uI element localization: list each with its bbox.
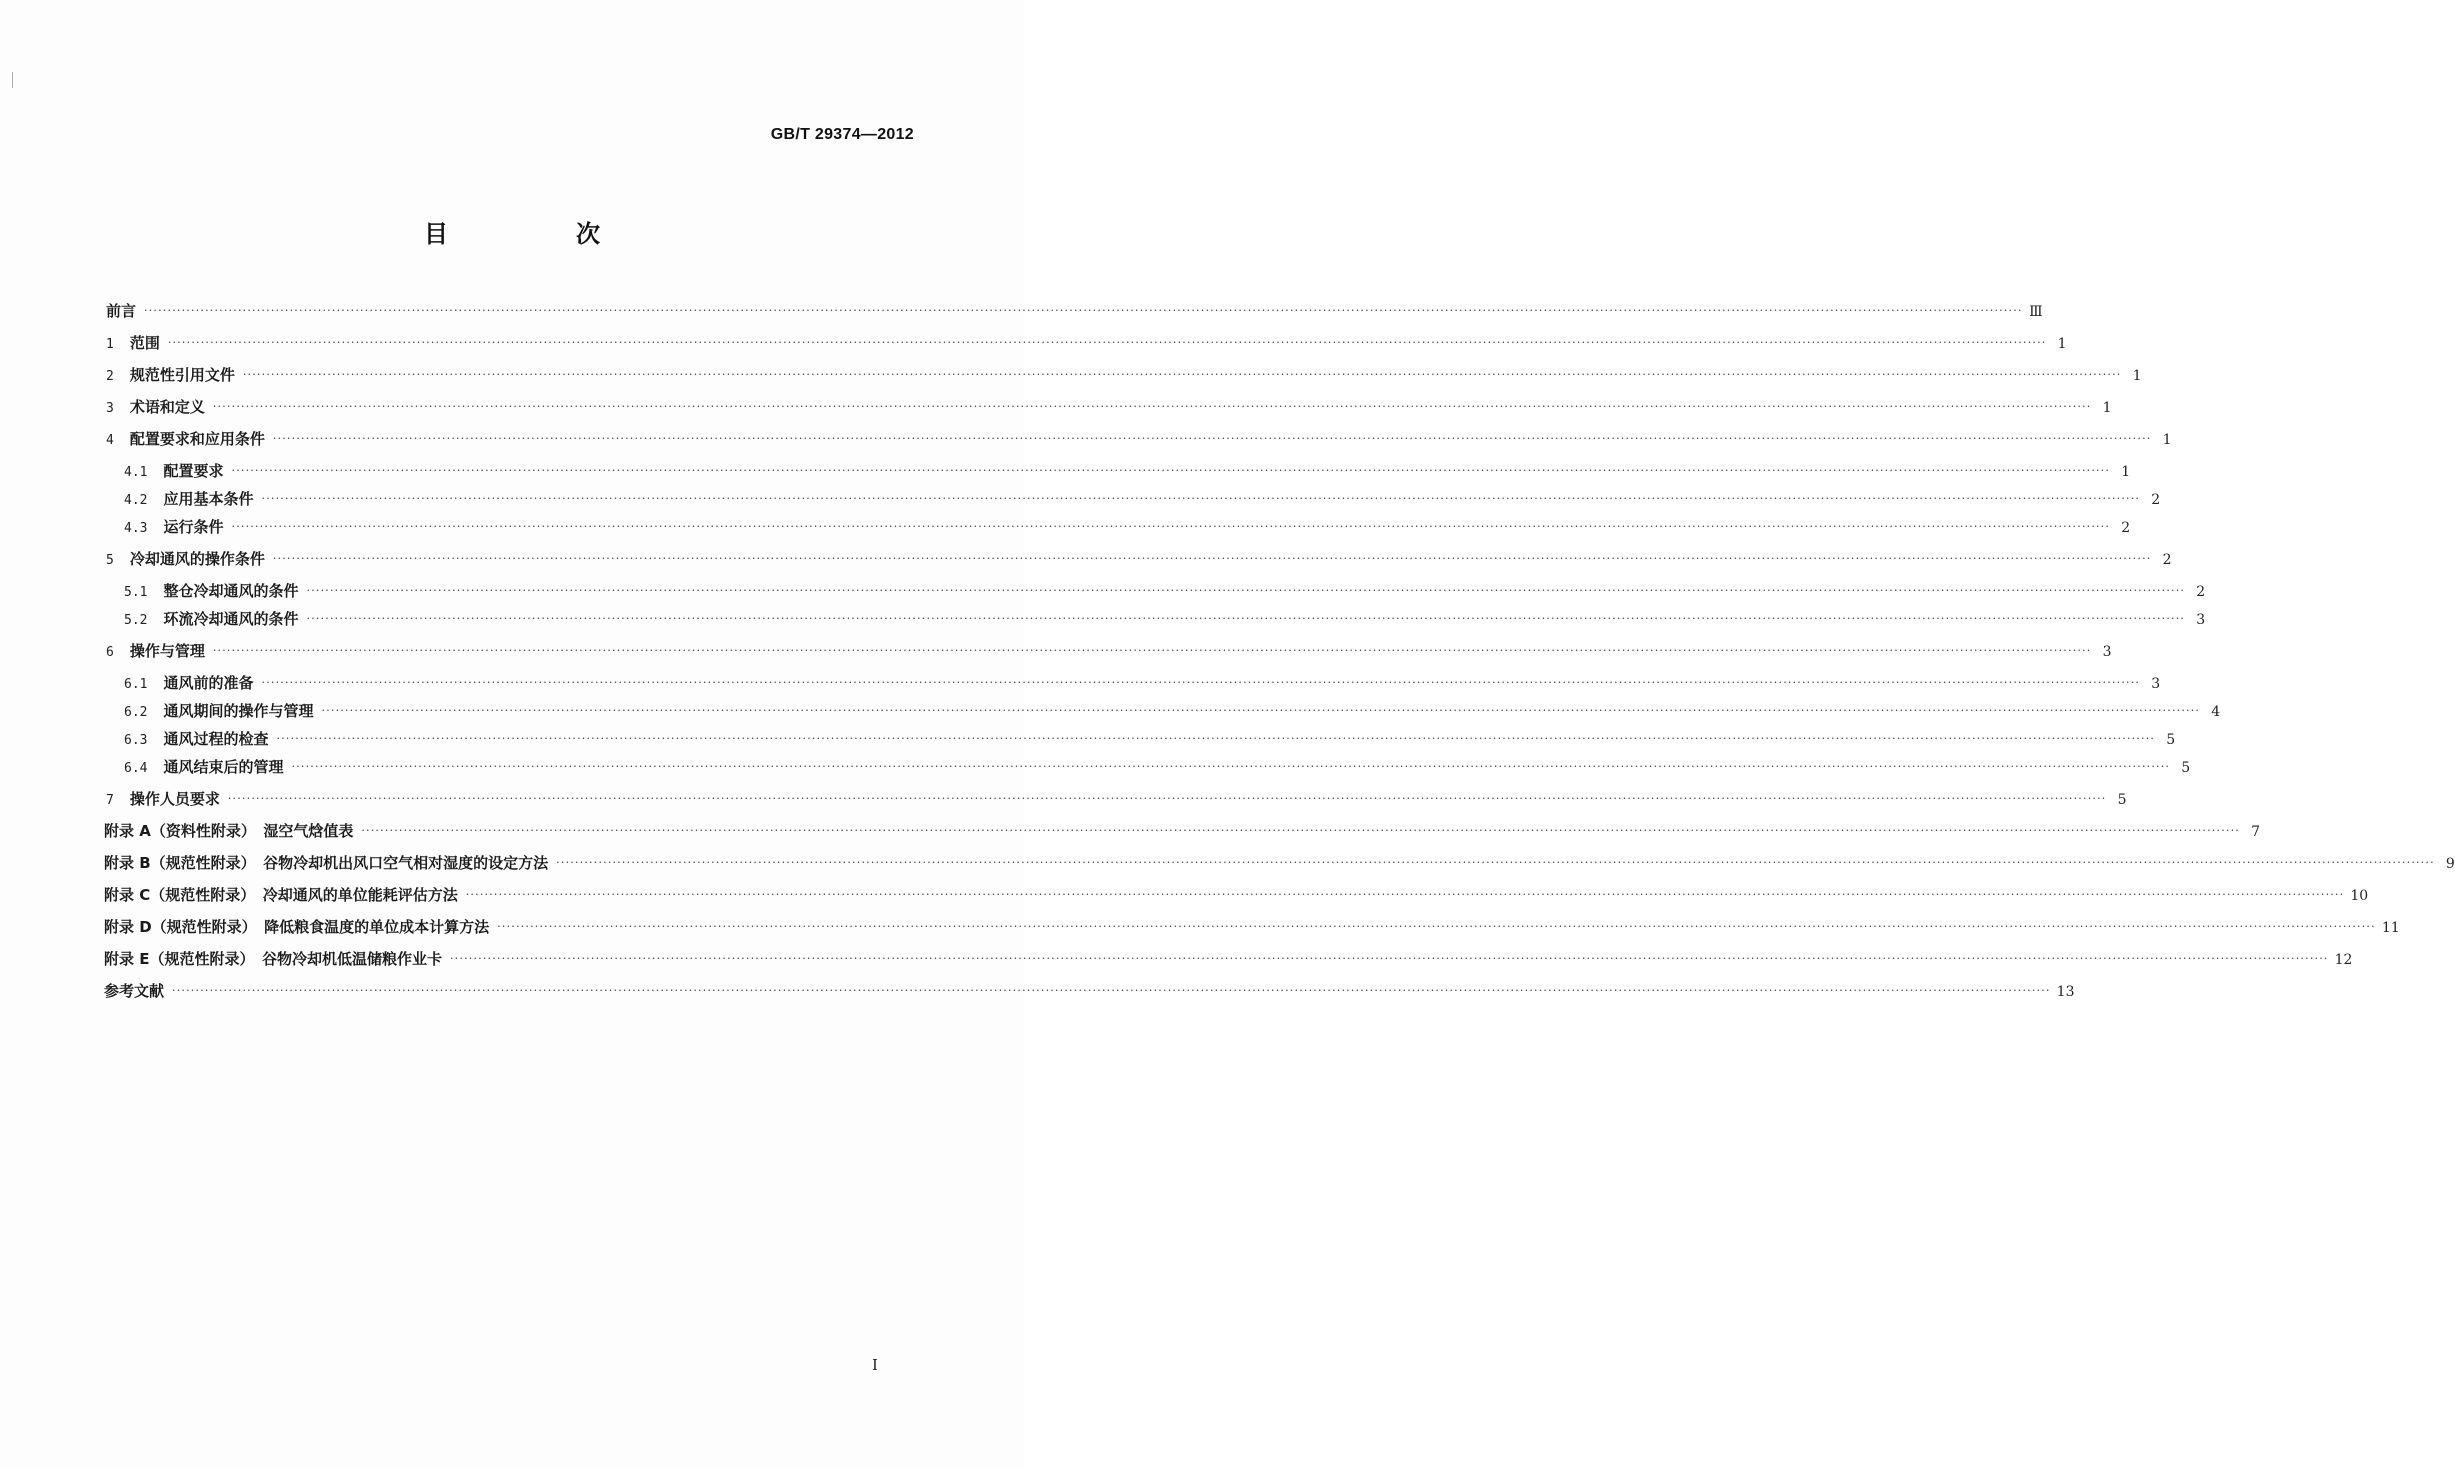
toc-entry-number: 5 [106, 553, 114, 568]
toc-entry-label: 附录 E（规范性附录） 谷物冷却机低温储粮作业卡 [104, 950, 442, 968]
standard-number: GB/T 29374—2012 [770, 126, 914, 143]
toc-entry-label: 术语和定义 [129, 398, 205, 416]
toc-entry-page: 4 [2211, 704, 2221, 720]
toc-entry [106, 298, 2043, 324]
toc-entry-label: 配置要求和应用条件 [129, 430, 265, 448]
toc-entry [104, 818, 2260, 844]
toc-leader-dots: ················································································································································································································································································································································································································ [144, 304, 2023, 317]
toc-entry-page: 5 [2181, 760, 2191, 776]
toc-entry-number: 5.2 [124, 613, 148, 628]
toc-entry-label: 操作与管理 [129, 642, 205, 660]
toc-leader-dots: ················································································································································································································································································································································································································ [212, 400, 2092, 413]
toc-leader-dots: ················································································································································································································································································································································································································ [465, 888, 2345, 901]
toc-entry [124, 514, 2131, 540]
toc-leader-dots: ················································································································································································································································································································································································································ [172, 984, 2051, 997]
toc-entry [104, 914, 2400, 940]
toc-leader-dots: ················································································································································································································································································································································································································ [321, 704, 2201, 717]
toc-entry [106, 786, 2127, 812]
toc-entry-label: 操作人员要求 [129, 790, 220, 808]
toc-entry-page: 5 [2117, 792, 2127, 808]
toc-entry [124, 606, 2206, 632]
toc-entry-number: 6.3 [124, 733, 148, 748]
toc-entry-page: 2 [2151, 492, 2161, 508]
toc-leader-dots: ················································································································································································································································································································································································································ [227, 792, 2107, 805]
footer-page-number: I [872, 1356, 878, 1374]
toc-entry-number: 1 [106, 337, 114, 352]
toc-leader-dots: ················································································································································································································································································································································································································ [497, 920, 2376, 933]
toc-leader-dots: ················································································································································································································································································································································································································ [449, 952, 2329, 965]
toc-entry [124, 698, 2221, 724]
toc-entry [104, 978, 2075, 1004]
toc-entry-label: 通风前的准备 [163, 674, 254, 692]
toc-entry-label: 配置要求 [163, 462, 224, 480]
toc-entry-label: 附录 B（规范性附录） 谷物冷却机出风口空气相对湿度的设定方法 [104, 854, 549, 872]
toc-entry-label: 附录 A（资料性附录） 湿空气焓值表 [104, 822, 354, 840]
toc-entry-page: 3 [2196, 612, 2206, 628]
toc-entry-label: 运行条件 [163, 518, 224, 536]
toc-entry-page: 2 [2121, 520, 2131, 536]
toc-entry-page: 9 [2445, 856, 2455, 872]
toc-entry [124, 726, 2176, 752]
scan-artifact [12, 72, 13, 88]
toc-entry-number: 6.1 [124, 677, 148, 692]
toc-entry [124, 670, 2161, 696]
toc-entry-number: 6 [106, 645, 114, 660]
toc-entry-label: 通风过程的检查 [163, 730, 269, 748]
toc-entry-page: 2 [2196, 584, 2206, 600]
toc-entry [104, 882, 2369, 908]
toc-entry [124, 486, 2161, 512]
toc-entry-label: 前言 [106, 302, 137, 320]
toc-entry-page: 10 [2350, 888, 2369, 904]
toc-entry-page: 12 [2334, 952, 2353, 968]
toc-entry [104, 946, 2353, 972]
toc-leader-dots: ················································································································································································································································································································································································································ [242, 368, 2122, 381]
toc-entry-page: 13 [2056, 984, 2075, 1000]
toc-entry-label: 冷却通风的操作条件 [129, 550, 265, 568]
toc-entry-label: 环流冷却通风的条件 [163, 610, 299, 628]
toc-entry-number: 2 [106, 369, 114, 384]
toc-entry [106, 330, 2067, 356]
toc-entry-number: 4.2 [124, 493, 148, 508]
page-title: 目 次 [424, 220, 652, 248]
toc-leader-dots: ················································································································································································································································································································································································································ [306, 584, 2186, 597]
toc-entry [106, 546, 2172, 572]
toc-entry-page: 5 [2166, 732, 2176, 748]
toc-entry-number: 6.4 [124, 761, 148, 776]
toc-entry [124, 578, 2206, 604]
toc-entry-page: 1 [2102, 400, 2112, 416]
toc-entry [124, 754, 2191, 780]
toc-entry-number: 4.3 [124, 521, 148, 536]
toc-entry-number: 3 [106, 401, 114, 416]
toc-entry-page: 1 [2132, 368, 2142, 384]
toc-entry-page: 3 [2151, 676, 2161, 692]
toc-entry-number: 4.1 [124, 465, 148, 480]
toc-leader-dots: ················································································································································································································································································································································································································ [231, 520, 2111, 533]
toc-leader-dots: ················································································································································································································································································································································································································ [556, 856, 2435, 869]
toc-entry-label: 通风期间的操作与管理 [163, 702, 314, 720]
toc-entry-label: 规范性引用文件 [129, 366, 235, 384]
toc-leader-dots: ················································································································································································································································································································································································································ [212, 644, 2092, 657]
toc-leader-dots: ················································································································································································································································································································································································································ [276, 732, 2156, 745]
toc-leader-dots: ················································································································································································································································································································································································································ [272, 552, 2152, 565]
toc-entry-number: 4 [106, 433, 114, 448]
toc-entry-page: 1 [2057, 336, 2067, 352]
toc-entry [106, 362, 2142, 388]
toc-leader-dots: ················································································································································································································································································································································································································ [306, 612, 2186, 625]
toc-entry-number: 7 [106, 793, 114, 808]
toc-entry-page: 1 [2121, 464, 2131, 480]
toc-entry-label: 范围 [129, 334, 160, 352]
toc-entry [124, 458, 2131, 484]
toc-leader-dots: ················································································································································································································································································································································································································ [361, 824, 2240, 837]
toc-entry-label: 整仓冷却通风的条件 [163, 582, 299, 600]
toc-entry-number: 5.1 [124, 585, 148, 600]
toc-entry-page: 3 [2102, 644, 2112, 660]
toc-entry-page: 1 [2162, 432, 2172, 448]
toc-leader-dots: ················································································································································································································································································································································································································ [231, 464, 2111, 477]
toc-leader-dots: ················································································································································································································································································································································································································ [261, 492, 2141, 505]
toc-leader-dots: ················································································································································································································································································································································································································ [261, 676, 2141, 689]
toc-leader-dots: ················································································································································································································································································································································································································ [291, 760, 2171, 773]
toc-entry-label: 参考文献 [104, 982, 165, 1000]
toc-entry [106, 638, 2112, 664]
toc-entry-page: Ⅲ [2029, 304, 2043, 320]
toc-entry-page: 2 [2162, 552, 2172, 568]
toc-leader-dots: ················································································································································································································································································································································································································ [272, 432, 2152, 445]
toc-entry-label: 应用基本条件 [163, 490, 254, 508]
toc-entry-label: 附录 C（规范性附录） 冷却通风的单位能耗评估方法 [104, 886, 458, 904]
toc-entry [106, 426, 2172, 452]
toc-entry-label: 通风结束后的管理 [163, 758, 284, 776]
toc-entry-label: 附录 D（规范性附录） 降低粮食温度的单位成本计算方法 [104, 918, 490, 936]
toc-entry [104, 850, 2455, 876]
toc-entry [106, 394, 2112, 420]
toc-leader-dots: ················································································································································································································································································································································································································ [167, 336, 2047, 349]
toc-entry-page: 7 [2251, 824, 2260, 840]
toc-entry-page: 11 [2381, 920, 2400, 936]
toc-entry-number: 6.2 [124, 705, 148, 720]
